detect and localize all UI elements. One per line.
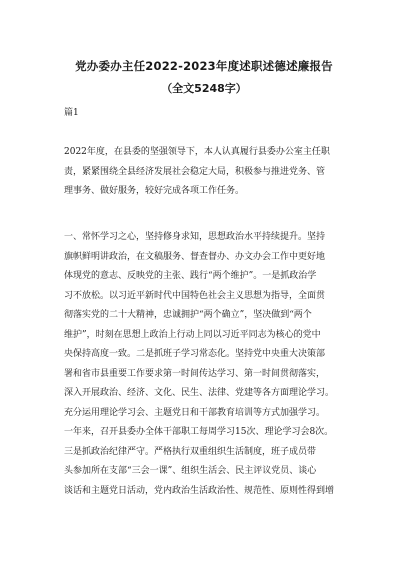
text-line: 彻落实党的二十大精神，忠诚拥护“两个确立”，坚决做到“两个 xyxy=(64,310,312,320)
document-subtitle: （全文5248字） xyxy=(161,82,247,95)
text-line: 责，紧紧围绕全县经济发展社会稳定大局，积极参与推进党务、管 xyxy=(64,166,326,177)
text-line: 谈话和主题党日活动，党内政治生活政治性、规范性、原则性得到增 xyxy=(64,485,335,496)
text-line: 体现党的意志、反映党的主张、践行“两个维护”。一是抓政治学 xyxy=(64,271,317,281)
text-line: 深入开展政治、经济、文化、民生、法律、党建等各方面理论学习。 xyxy=(64,388,335,398)
section-label: 篇1 xyxy=(64,108,79,118)
text-line: 维护”，时刻在思想上政治上行动上同以习近平同志为核心的党中 xyxy=(64,329,321,340)
paragraph-intro xyxy=(64,143,346,202)
text-line: 一、常怀学习之心，坚持修身求知，思想政治水平持续提升。坚持 xyxy=(64,232,326,242)
text-line: 充分运用理论学习会、主题党日和干部教育培训等方式加强学习。 xyxy=(64,407,326,418)
text-line: 一年来，召开县委办全体干部职工每周学习15次、理论学习会8次。 xyxy=(64,427,334,437)
text-line: 央保持高度一致。二是抓班子学习常态化。坚持党中央重大决策部 xyxy=(64,349,326,359)
text-line: 三是抓政治纪律严守。严格执行双重组织生活制度，班子成员带 xyxy=(64,446,317,457)
text-line: 旗帜鲜明讲政治，在文稿服务、督查督办、办文办会工作中更好地 xyxy=(64,251,326,262)
text-line: 署和省市县重要工作要求第一时间传达学习、第一时间贯彻落实， xyxy=(64,368,326,379)
text-line: 习不放松。以习近平新时代中国特色社会主义思想为指导，全面贯 xyxy=(64,290,326,301)
paragraph-study xyxy=(64,228,346,501)
document-title: 党办委办主任2022-2023年度述职述德述廉报告 xyxy=(75,59,333,73)
text-line: 头参加所在支部“三会一课”、组织生活会、民主评议党员、谈心 xyxy=(64,466,317,476)
text-line: 2022年度，在县委的坚强领导下，本人认真履行县委办公室主任职 xyxy=(64,147,330,157)
text-line: 理事务、做好服务，较好完成各项工作任务。 xyxy=(64,186,245,196)
